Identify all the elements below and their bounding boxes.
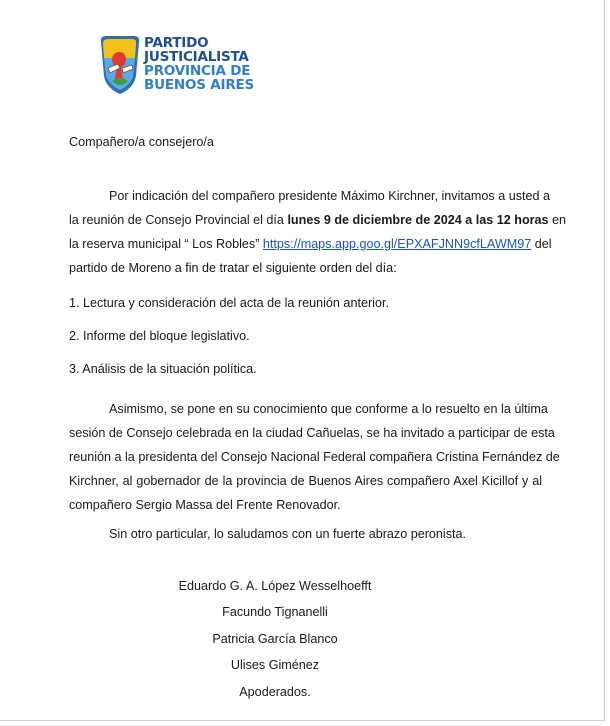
signatory-1: Eduardo G. A. López Wesselhoefft <box>178 579 372 593</box>
guests-row-3: reunión a la presidenta del Consejo Nacional Federal compañera Cristina Fernández de <box>69 450 560 464</box>
closing-line: Sin otro particular, lo saludamos con un fuerte abrazo peronista. <box>109 527 467 541</box>
guests-row-2: sesión de Consejo celebrada en la ciudad Cañuelas, se ha invitado a participar de esta <box>69 426 555 440</box>
salutation: Compañero/a consejero/a <box>69 135 214 149</box>
logo-line-provincia: PROVINCIA DE <box>144 63 251 79</box>
invitation-row-1: Por indicación del compañero presidente Máximo Kirchner, invitamos a usted a <box>109 189 551 203</box>
paragraph-invitation <box>69 184 567 280</box>
paragraph-guests <box>69 397 560 517</box>
signatory-3: Patricia García Blanco <box>212 632 338 646</box>
maps-link[interactable]: https://maps.app.goo.gl/EPXAFJNN9cfLAWM97 <box>262 237 532 251</box>
signatory-4: Ulises Giménez <box>230 658 320 672</box>
guests-row-1: Asimismo, se pone en su conocimiento que conforme a lo resuelto en la última <box>109 402 548 416</box>
agenda-item-1: 1. Lectura y consideración del acta de la reunión anterior. <box>69 296 389 310</box>
guests-row-5: compañero Sergio Massa del Frente Renovador. <box>69 498 341 512</box>
party-logo <box>98 32 268 96</box>
invitation-row-4: partido de Moreno a fin de tratar el siguiente orden del día: <box>69 261 397 275</box>
signatory-role: Apoderados. <box>239 685 311 699</box>
logo-line-justicialista: JUSTICIALISTA <box>144 49 249 65</box>
invitation-row-2: la reunión de Consejo Provincial el día lunes 9 de diciembre de 2024 a las 12 horas en <box>69 213 567 227</box>
logo-line-partido: PARTIDO <box>144 35 209 51</box>
logo-wordmark <box>144 36 254 92</box>
logo-line-buenos-aires: BUENOS AIRES <box>144 77 255 93</box>
guests-row-4: Kirchner, al gobernador de la provincia de Buenos Aires compañero Axel Kicillof y al <box>69 474 542 488</box>
agenda-item-3: 3. Análisis de la situación política. <box>69 362 257 376</box>
agenda-item-2: 2. Informe del bloque legislativo. <box>69 329 250 343</box>
party-emblem-icon <box>98 32 142 96</box>
invitation-row-3: la reserva municipal “ Los Robles” https://maps.app.goo.gl/EPXAFJNN9cfLAWM97 del <box>69 237 552 251</box>
signatory-2: Facundo Tignanelli <box>222 605 328 619</box>
meeting-datetime: lunes 9 de diciembre de 2024 a las 12 horas <box>287 213 549 227</box>
